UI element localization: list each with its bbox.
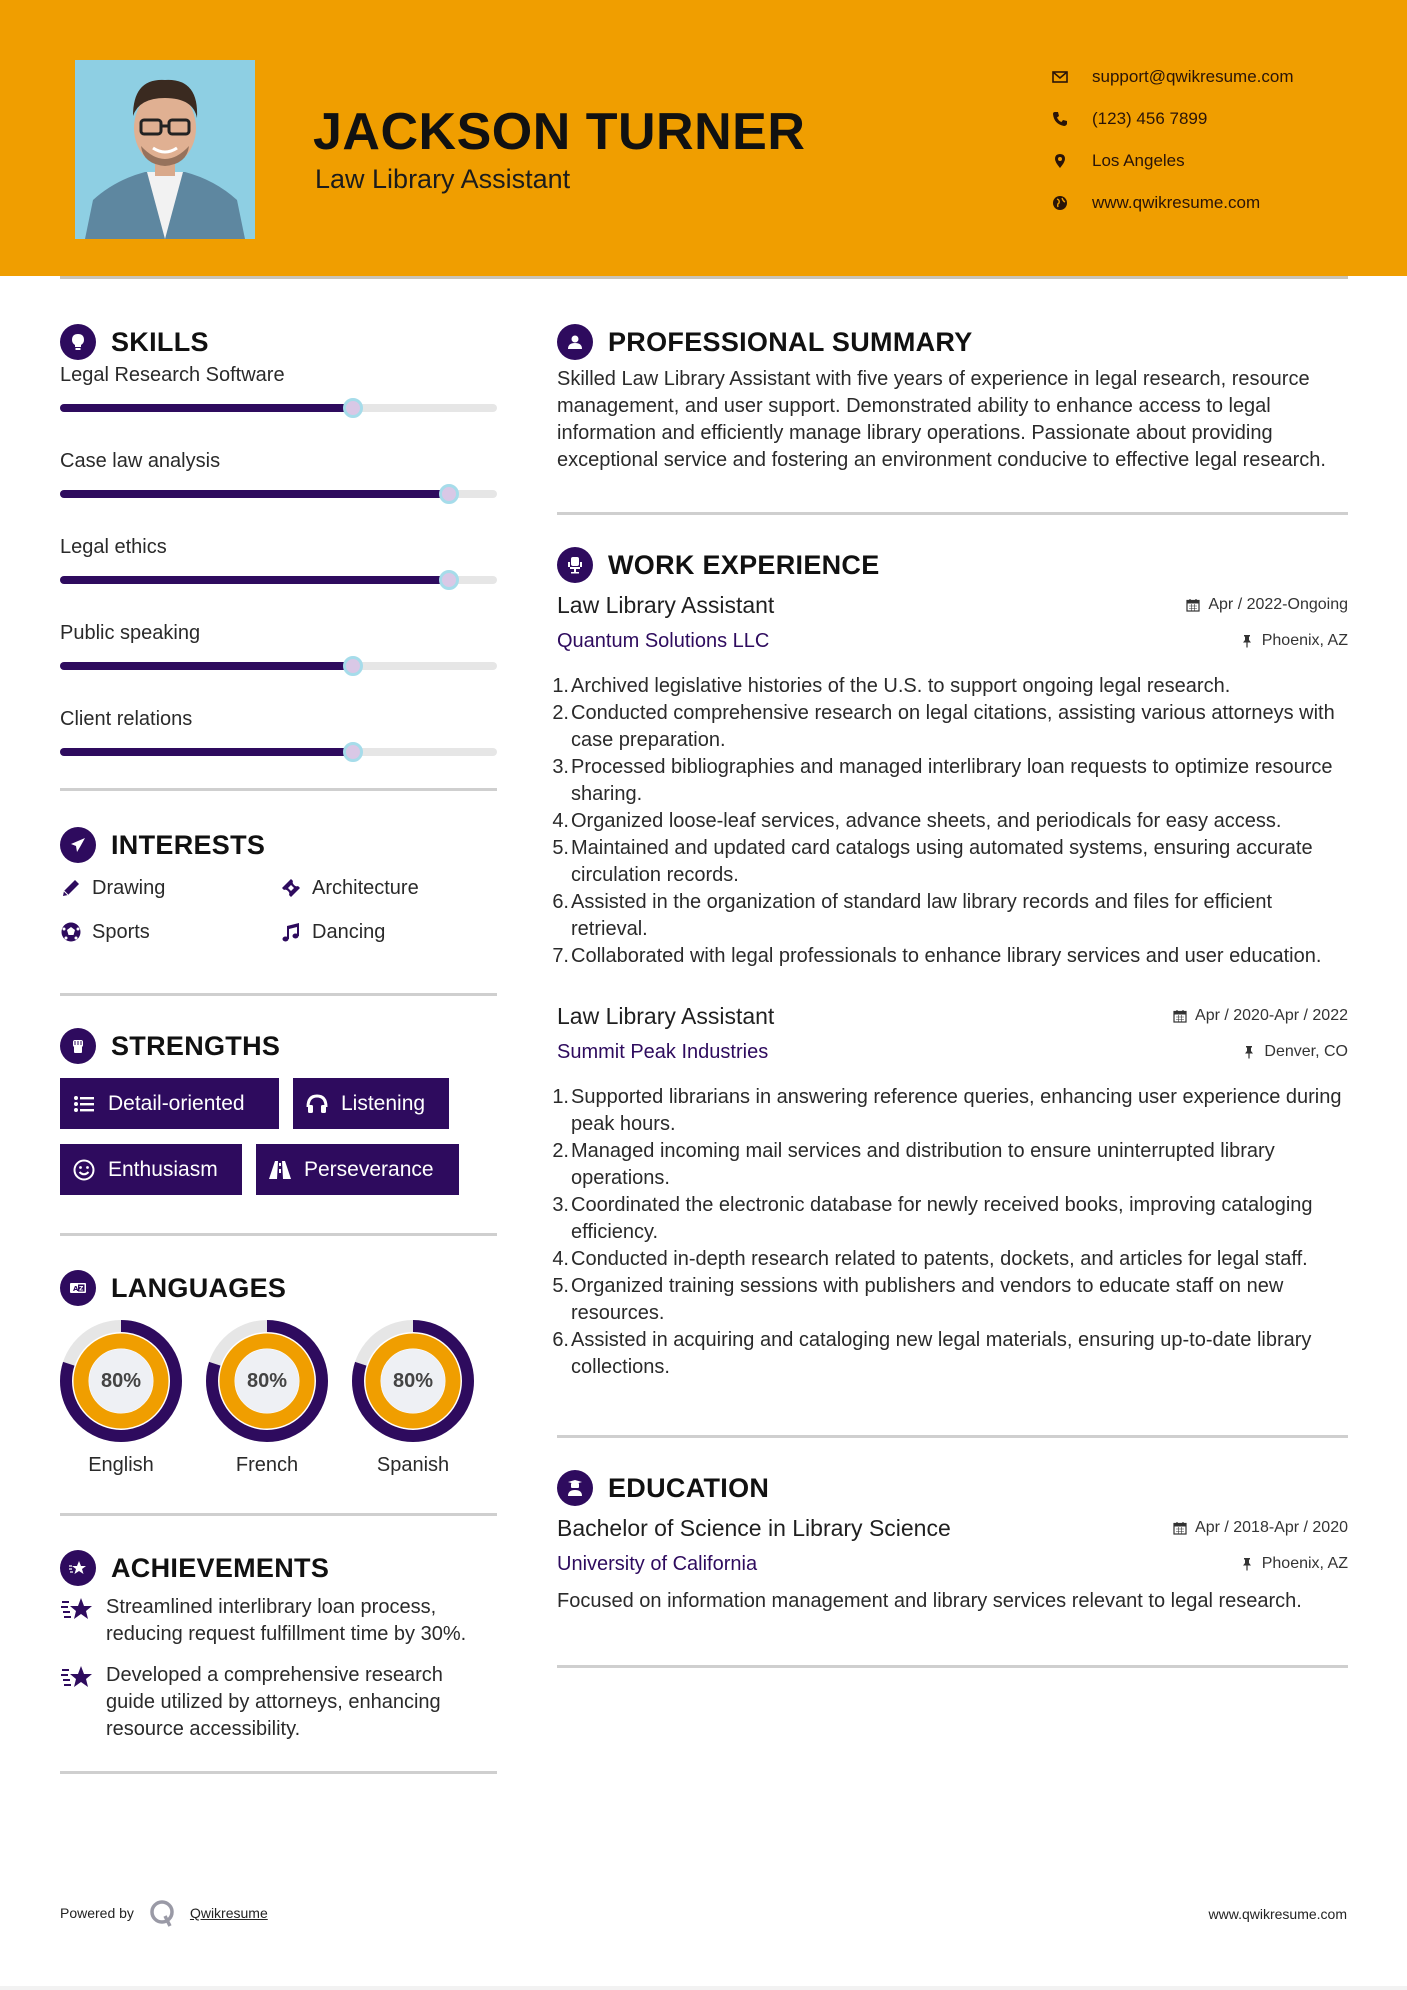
header-divider [60, 276, 1348, 279]
education-title: EDUCATION [608, 1472, 770, 1503]
lightbulb-icon [60, 324, 96, 360]
graduate-icon [557, 1470, 593, 1506]
education-section [557, 1466, 1348, 1668]
contact-location [1050, 140, 1294, 182]
footer-website[interactable]: www.qwikresume.com [1208, 1906, 1347, 1922]
skill-bar-handle [343, 656, 363, 676]
interest-label: Drawing [92, 876, 166, 899]
skill-bar-handle [439, 484, 459, 504]
strength-label: Enthusiasm [108, 1157, 218, 1181]
shooting-star-icon [60, 1596, 94, 1622]
ticket-icon [280, 877, 302, 899]
skills-title: SKILLS [111, 326, 209, 357]
language-ring [60, 1320, 182, 1442]
job-location-text: Phoenix, AZ [1261, 632, 1348, 649]
job-bullet: 6. Assisted in the organization of standard law library records and files for efficient retrieval. [552, 891, 1273, 940]
skill-item [60, 530, 497, 584]
star-badge-icon [60, 1550, 96, 1586]
job-bullet: 2. Conducted comprehensive research on legal citations, assisting various attorneys with case preparation. [552, 702, 1335, 751]
achievement-text: Streamlined interlibrary loan process, reducing request fulfillment time by 30%. [106, 1596, 467, 1645]
achievements-list [60, 1594, 497, 1743]
page-bottom-edge [0, 1986, 1407, 1990]
job-bullet: 1. Supported librarians in answering reference queries, enhancing user experience during peak hours. [552, 1086, 1342, 1135]
interest-item [60, 917, 280, 947]
smile-icon [72, 1158, 96, 1182]
achievements-title: ACHIEVEMENTS [111, 1552, 330, 1583]
skill-bar [60, 748, 497, 756]
language-item [352, 1320, 474, 1477]
contact-list [1050, 56, 1294, 224]
strengths-heading [60, 1024, 497, 1068]
job-bullet: 1. Archived legislative histories of the U.S. to support ongoing legal research. [552, 675, 1231, 697]
skill-item [60, 702, 497, 756]
languages-list [60, 1320, 497, 1477]
language-percent: 80% [392, 1369, 434, 1392]
interest-item [60, 873, 280, 903]
skill-label: Public speaking [60, 622, 201, 644]
contact-email[interactable] [1050, 56, 1294, 98]
contact-phone-text: (123) 456 7899 [1092, 109, 1208, 128]
job-location [1240, 632, 1348, 650]
footer-branding [60, 1898, 268, 1928]
interest-item [280, 873, 497, 903]
strengths-title: STRENGTHS [111, 1030, 281, 1061]
calendar-icon [1186, 598, 1200, 612]
section-divider [60, 1771, 497, 1774]
languages-title: LANGUAGES [111, 1272, 287, 1303]
interest-item [280, 917, 497, 947]
resume-header [0, 0, 1407, 276]
language-name: Spanish [376, 1454, 450, 1476]
strength-label: Perseverance [304, 1157, 434, 1181]
job-bullet: 4. Conducted in-depth research related to patents, dockets, and articles for legal staff. [552, 1248, 1308, 1270]
interest-label: Dancing [312, 920, 386, 943]
job-bullet: 5. Organized training sessions with publishers and vendors to educate staff on new resources. [552, 1275, 1284, 1324]
interests-heading [60, 823, 497, 867]
envelope-icon [1050, 67, 1070, 87]
section-divider [60, 788, 497, 791]
job-bullet: 4. Organized loose-leaf services, advance sheets, and periodicals for easy access. [552, 810, 1282, 832]
skill-bar [60, 404, 497, 412]
strength-label: Listening [341, 1091, 426, 1115]
language-percent: 80% [246, 1369, 288, 1392]
job-bullet: 2. Managed incoming mail services and distribution to ensure uninterrupted library operations. [552, 1140, 1275, 1189]
job-title-row [557, 587, 1348, 623]
left-column [60, 320, 497, 1774]
contact-website[interactable] [1050, 182, 1294, 224]
language-percent: 80% [100, 1369, 142, 1392]
job-title-row [557, 998, 1348, 1034]
school-name: University of California [557, 1552, 758, 1575]
translate-icon [60, 1270, 96, 1306]
qwikresume-link[interactable]: Qwikresume [189, 1905, 268, 1921]
interest-label: Architecture [312, 876, 419, 899]
strength-label: Detail-oriented [108, 1091, 245, 1115]
language-item [206, 1320, 328, 1477]
fist-icon [60, 1028, 96, 1064]
skill-bar-handle [439, 570, 459, 590]
experience-heading [557, 543, 1348, 587]
skill-item [60, 358, 497, 412]
interest-label: Sports [92, 920, 150, 943]
profile-photo-image [75, 60, 255, 239]
pushpin-icon [1240, 634, 1254, 648]
right-column [552, 320, 1348, 1668]
job-dates [1186, 596, 1348, 614]
list-icon [72, 1092, 96, 1116]
powered-by-label: Powered by [60, 1905, 134, 1921]
job-bullet: 7. Collaborated with legal professionals to enhance library services and user education. [552, 945, 1322, 967]
candidate-name: JACKSON TURNER [313, 103, 806, 161]
map-marker-icon [1050, 151, 1070, 171]
calendar-icon [1173, 1009, 1187, 1023]
skill-bar-handle [343, 398, 363, 418]
paper-plane-icon [60, 827, 96, 863]
job-title: Law Library Assistant [557, 1002, 775, 1029]
phone-icon [1050, 109, 1070, 129]
skill-label: Legal ethics [60, 536, 167, 558]
section-divider [557, 1665, 1348, 1668]
job-bullets [552, 1084, 1348, 1381]
education-heading [557, 1466, 1348, 1510]
contact-website-text: www.qwikresume.com [1092, 193, 1261, 212]
section-divider [60, 1513, 497, 1516]
skill-label: Client relations [60, 708, 193, 730]
job-dates-text: Apr / 2022-Ongoing [1208, 596, 1348, 613]
contact-email-text: support@qwikresume.com [1092, 67, 1294, 86]
language-item [60, 1320, 182, 1477]
summary-heading [557, 320, 1348, 364]
office-chair-icon [557, 547, 593, 583]
skill-bar [60, 662, 497, 670]
school-row [557, 1546, 1348, 1582]
job-bullet: 6. Assisted in acquiring and cataloging new legal materials, ensuring up-to-date library collections. [552, 1329, 1312, 1378]
svg-text:A: A [73, 1285, 79, 1293]
candidate-title: Law Library Assistant [315, 164, 571, 194]
language-name: English [88, 1454, 154, 1476]
summary-text: Skilled Law Library Assistant with five years of experience in legal research, resource management, and user support. Demonstrated ability to enhance access to legal information and efficiently manage library operations. Passionate about providing exceptional service and fostering an environment conducive to effective legal research. [557, 368, 1326, 471]
achievement-item [60, 1594, 497, 1648]
job-bullet: 3. Processed bibliographies and managed interlibrary loan requests to optimize resource sharing. [552, 756, 1333, 805]
language-name: French [235, 1454, 299, 1476]
section-divider [60, 1233, 497, 1236]
pushpin-icon [1240, 1557, 1254, 1571]
profile-photo [75, 60, 255, 239]
strengths-section [60, 1024, 497, 1236]
education-location-text: Phoenix, AZ [1261, 1555, 1348, 1572]
section-divider [557, 1435, 1348, 1438]
skill-label: Case law analysis [60, 450, 221, 472]
company-row [557, 623, 1348, 659]
language-ring [206, 1320, 328, 1442]
education-dates-text: Apr / 2018-Apr / 2020 [1195, 1519, 1348, 1536]
contact-location-text: Los Angeles [1092, 151, 1185, 170]
strength-badge [293, 1078, 449, 1129]
road-icon [268, 1158, 292, 1182]
contact-phone[interactable] [1050, 98, 1294, 140]
interests-title: INTERESTS [111, 829, 266, 860]
summary-title: PROFESSIONAL SUMMARY [608, 326, 973, 357]
skill-label: Legal Research Software [60, 364, 285, 386]
languages-heading [60, 1266, 497, 1310]
job-dates-text: Apr / 2020-Apr / 2022 [1195, 1007, 1348, 1024]
degree-row [557, 1510, 1348, 1546]
experience-title: WORK EXPERIENCE [608, 549, 880, 580]
job-entry [552, 998, 1348, 1381]
skill-bar [60, 576, 497, 584]
skill-item [60, 444, 497, 498]
strength-badge [256, 1144, 459, 1195]
achievements-heading [60, 1546, 497, 1590]
achievement-item [60, 1662, 497, 1743]
skill-bar [60, 490, 497, 498]
soccer-ball-icon [60, 921, 82, 943]
education-description: Focused on information management and library services relevant to legal research. [557, 1590, 1302, 1612]
interests-list [60, 873, 497, 947]
shooting-star-icon [60, 1664, 94, 1690]
user-icon [557, 324, 593, 360]
job-location [1242, 1043, 1348, 1061]
company-name: Quantum Solutions LLC [557, 629, 770, 652]
skill-item [60, 616, 497, 670]
company-name: Summit Peak Industries [557, 1040, 769, 1063]
strength-badge [60, 1144, 242, 1195]
achievements-section [60, 1546, 497, 1774]
job-dates [1173, 1007, 1348, 1025]
globe-icon [1050, 193, 1070, 213]
skills-list [60, 358, 497, 756]
section-divider [557, 512, 1348, 515]
section-divider [60, 993, 497, 996]
company-row [557, 1034, 1348, 1070]
calendar-icon [1173, 1521, 1187, 1535]
svg-text:Z: Z [79, 1285, 84, 1293]
interests-section [60, 823, 497, 996]
job-location-text: Denver, CO [1264, 1043, 1348, 1060]
achievement-text: Developed a comprehensive research guide utilized by attorneys, enhancing resource accessibility. [106, 1664, 443, 1740]
education-location [1240, 1555, 1348, 1573]
job-bullet: 3. Coordinated the electronic database for newly received books, improving cataloging efficiency. [552, 1194, 1313, 1243]
language-ring [352, 1320, 474, 1442]
job-bullets [552, 673, 1348, 970]
headphones-icon [305, 1092, 329, 1116]
summary-section [557, 320, 1348, 515]
qwikresume-logo-icon [148, 1898, 178, 1928]
languages-section [60, 1266, 497, 1516]
degree-name: Bachelor of Science in Library Science [557, 1514, 951, 1541]
strength-badge [60, 1078, 279, 1129]
education-dates [1173, 1519, 1348, 1537]
pushpin-icon [1242, 1045, 1256, 1059]
strengths-list [60, 1078, 497, 1195]
music-note-icon [280, 921, 302, 943]
skill-bar-handle [343, 742, 363, 762]
job-entry [552, 587, 1348, 970]
job-bullet: 5. Maintained and updated card catalogs using automated systems, ensuring accurate circulation records. [552, 837, 1313, 886]
job-title: Law Library Assistant [557, 591, 775, 618]
experience-section [552, 543, 1348, 1438]
skills-section [60, 320, 497, 791]
pencil-icon [60, 877, 82, 899]
